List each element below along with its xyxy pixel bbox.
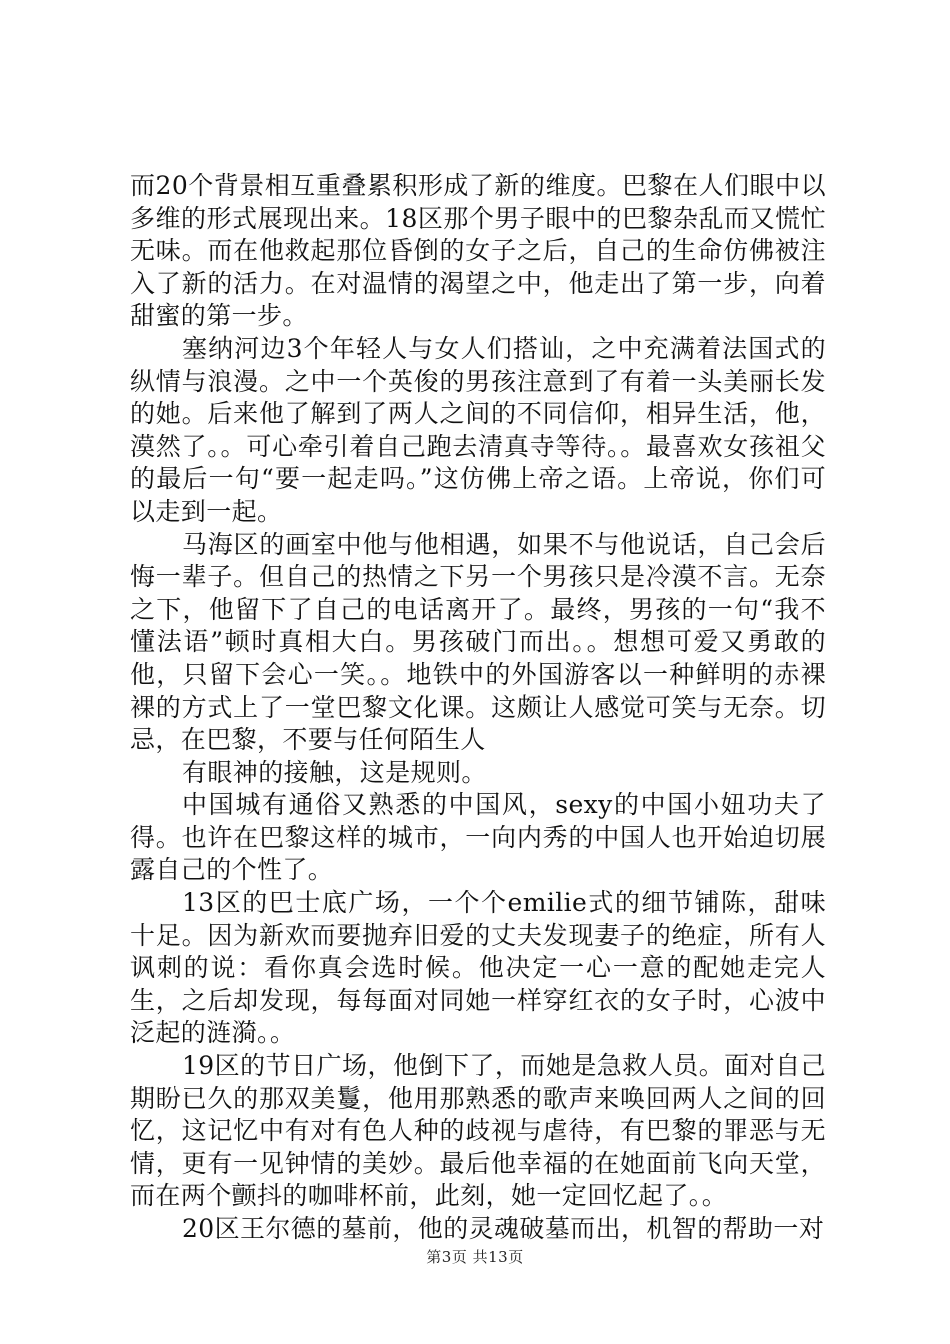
paragraph-5: 中国城有通俗又熟悉的中国风，sexy的中国小妞功夫了得。也许在巴黎这样的城市，一向内秀的中国人也开始迫切展露自己的个性了。 <box>130 790 826 885</box>
document-body <box>130 170 826 1246</box>
paragraph-8: 20区王尔德的墓前，他的灵魂破墓而出，机智的帮助一对 <box>182 1214 825 1243</box>
paragraph-2: 塞纳河边3个年轻人与女人们搭讪，之中充满着法国式的纵情与浪漫。之中一个英俊的男孩注意到了有着一头美丽长发的她。后来他了解到了两人之间的不同信仰，相异生活，他，漠然了。。可心牵引着自己跑去清真寺等待。。最喜欢女孩祖父的最后一句“要一起走吗。”这仿佛上帝之语。上帝说，你们可以走到一起。 <box>130 333 826 526</box>
page-footer: 第3页 共13页 <box>426 1248 524 1266</box>
paragraph-7: 19区的节日广场，他倒下了，而她是急救人员。面对自己期盼已久的那双美鬘，他用那熟悉的歌声来唤回两人之间的回忆，这记忆中有对有色人种的歧视与虐待，有巴黎的罪恶与无情，更有一见钟情的美妙。最后他幸福的在她面前飞向天堂，而在两个颤抖的咖啡杯前，此刻，她一定回忆起了。。 <box>130 1051 826 1211</box>
paragraph-4: 有眼神的接触，这是规则。 <box>182 757 487 787</box>
paragraph-1: 而20个背景相互重叠累积形成了新的维度。巴黎在人们眼中以多维的形式展现出来。18区那个男子眼中的巴黎杂乱而又慌忙无味。而在他救起那位昏倒的女子之后，自己的生命仿佛被注入了新的活力。在对温情的渴望之中，他走出了第一步，向着甜蜜的第一步。 <box>130 171 826 331</box>
paragraph-6: 13区的巴士底广场，一个个emilie式的细节铺陈，甜味十足。因为新欢而要抛弃旧爱的丈夫发现妻子的绝症，所有人讽刺的说：看你真会选时候。他决定一心一意的配她走完人生，之后却发现，每每面对同她一样穿红衣的女子时，心波中泛起的涟漪。。 <box>130 888 826 1048</box>
paragraph-3: 马海区的画室中他与他相遇，如果不与他说话，自己会后悔一辈子。但自己的热情之下另一个男孩只是冷漠不言。无奈之下，他留下了自己的电话离开了。最终，男孩的一句“我不懂法语”顿时真相大白。男孩破门而出。。想想可爱又勇敢的他，只留下会心一笑。。地铁中的外国游客以一种鲜明的赤裸裸的方式上了一堂巴黎文化课。这颇让人感觉可笑与无奈。切忌，在巴黎，不要与任何陌生人 <box>130 529 826 755</box>
